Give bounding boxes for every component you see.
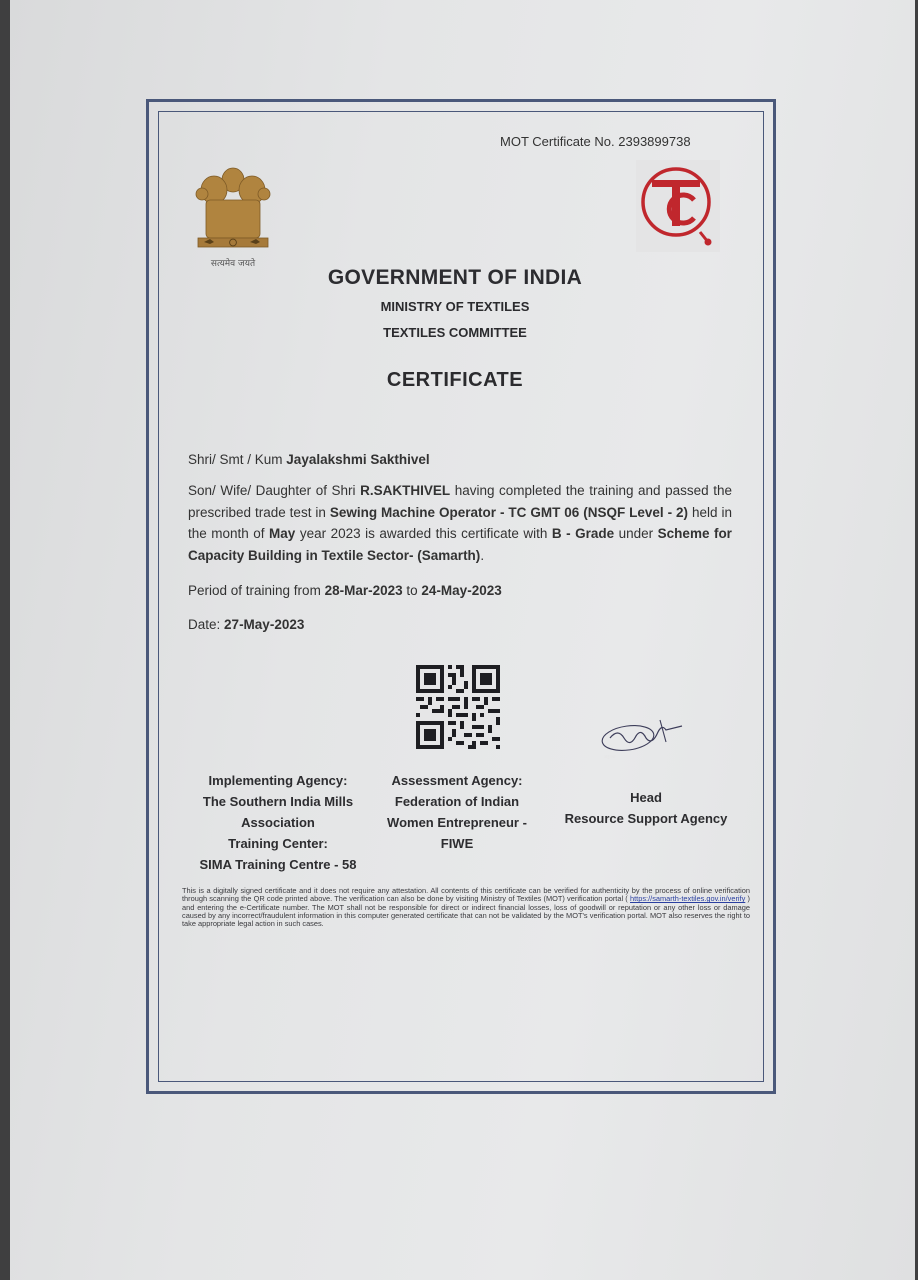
body-text-3: year 2023 is awarded this certificate with bbox=[299, 526, 548, 541]
body-text-1: having completed the training and passed the prescribed trade test in bbox=[188, 483, 732, 520]
disclaimer-part2: ) and entering the e-Certificate number. The MOT shall not be responsible for direct or indirect financial losses, loss of goodwill or reputation or any other loss or damage caused by any incorrect/fraudulent information in this computer generated certificate that can not be validated by the MOT's verification portal. MOT also reserves the right to take appropriate legal action in such cases. bbox=[182, 894, 750, 929]
emblem-motto: सत्यमेव जयते bbox=[210, 259, 256, 269]
textiles-committee-logo-icon bbox=[636, 160, 720, 252]
date-value: 27-May-2023 bbox=[224, 617, 305, 632]
body-text-4: under bbox=[618, 526, 654, 541]
period-from: 28-Mar-2023 bbox=[324, 583, 403, 598]
grade: B - Grade bbox=[551, 526, 615, 541]
head-title: Head bbox=[630, 790, 662, 805]
assessment-agency-line1: Federation of Indian bbox=[394, 794, 520, 809]
certificate-number bbox=[500, 134, 691, 149]
implementing-agency-label: Implementing Agency: bbox=[208, 773, 348, 788]
assessment-agency-label: Assessment Agency: bbox=[391, 773, 523, 788]
exam-month: May bbox=[269, 526, 296, 541]
head-block bbox=[548, 787, 744, 829]
body-text-5: . bbox=[480, 547, 485, 563]
head-agency: Resource Support Agency bbox=[564, 811, 728, 826]
ministry-heading: MINISTRY OF TEXTILES bbox=[380, 299, 530, 314]
implementing-agency-line2: Association bbox=[241, 815, 315, 830]
period-label: Period of training from bbox=[188, 583, 321, 598]
implementing-agency-line1: The Southern India Mills bbox=[202, 794, 354, 809]
logo-letters: TC bbox=[644, 246, 651, 252]
recipient-name: Jayalakshmi Sakthivel bbox=[286, 452, 430, 467]
verification-qr-code[interactable] bbox=[416, 665, 500, 749]
signature-text: अनुराधा bbox=[604, 754, 616, 759]
trade-name: Sewing Machine Operator - TC GMT 06 (NSQF Level - 2) bbox=[329, 504, 689, 520]
disclaimer-part1: This is a digitally signed certificate and it does not require any attestation. All contents of this certificate can be verified for authenticity by the process of online verification through scanning the QR code printed above. The verification can also be done by visiting Ministry of Textiles (MOT) verification portal ( bbox=[182, 886, 750, 904]
body-text-2: held in the month of bbox=[188, 504, 732, 541]
national-emblem-icon bbox=[190, 160, 276, 275]
recipient-line bbox=[188, 449, 732, 471]
period-to: 24-May-2023 bbox=[421, 583, 502, 598]
parent-name: R.SAKTHIVEL bbox=[360, 483, 451, 498]
recipient-prefix: Shri/ Smt / Kum bbox=[188, 452, 283, 467]
verification-portal-link[interactable]: https://samarth-textiles.gov.in/verify bbox=[630, 894, 746, 904]
training-center-label: Training Center: bbox=[228, 836, 328, 851]
government-heading: GOVERNMENT OF INDIA bbox=[327, 266, 583, 289]
training-period bbox=[188, 580, 732, 602]
certificate-number-label: MOT Certificate No. bbox=[500, 134, 615, 149]
period-to-word: to bbox=[406, 583, 418, 598]
training-center-name: SIMA Training Centre - 58 bbox=[199, 857, 357, 872]
assessment-agency-line2: Women Entrepreneur - bbox=[387, 815, 527, 830]
assessment-agency-line3: FIWE bbox=[440, 836, 474, 851]
date-label: Date: bbox=[188, 617, 221, 632]
certificate-number-value: 2393899738 bbox=[618, 134, 691, 149]
committee-heading: TEXTILES COMMITTEE bbox=[383, 325, 527, 340]
assessment-agency-block bbox=[372, 770, 542, 854]
certificate-title: CERTIFICATE bbox=[386, 369, 524, 391]
head-signature bbox=[598, 708, 690, 760]
disclaimer-text bbox=[182, 887, 750, 928]
implementing-agency-block bbox=[178, 770, 378, 875]
issue-date bbox=[188, 614, 732, 636]
relation-prefix: Son/ Wife/ Daughter of Shri bbox=[188, 483, 356, 498]
certificate-body bbox=[188, 480, 732, 566]
scheme-name: Scheme for Capacity Building in Textile Sector- (Samarth) bbox=[188, 526, 732, 563]
